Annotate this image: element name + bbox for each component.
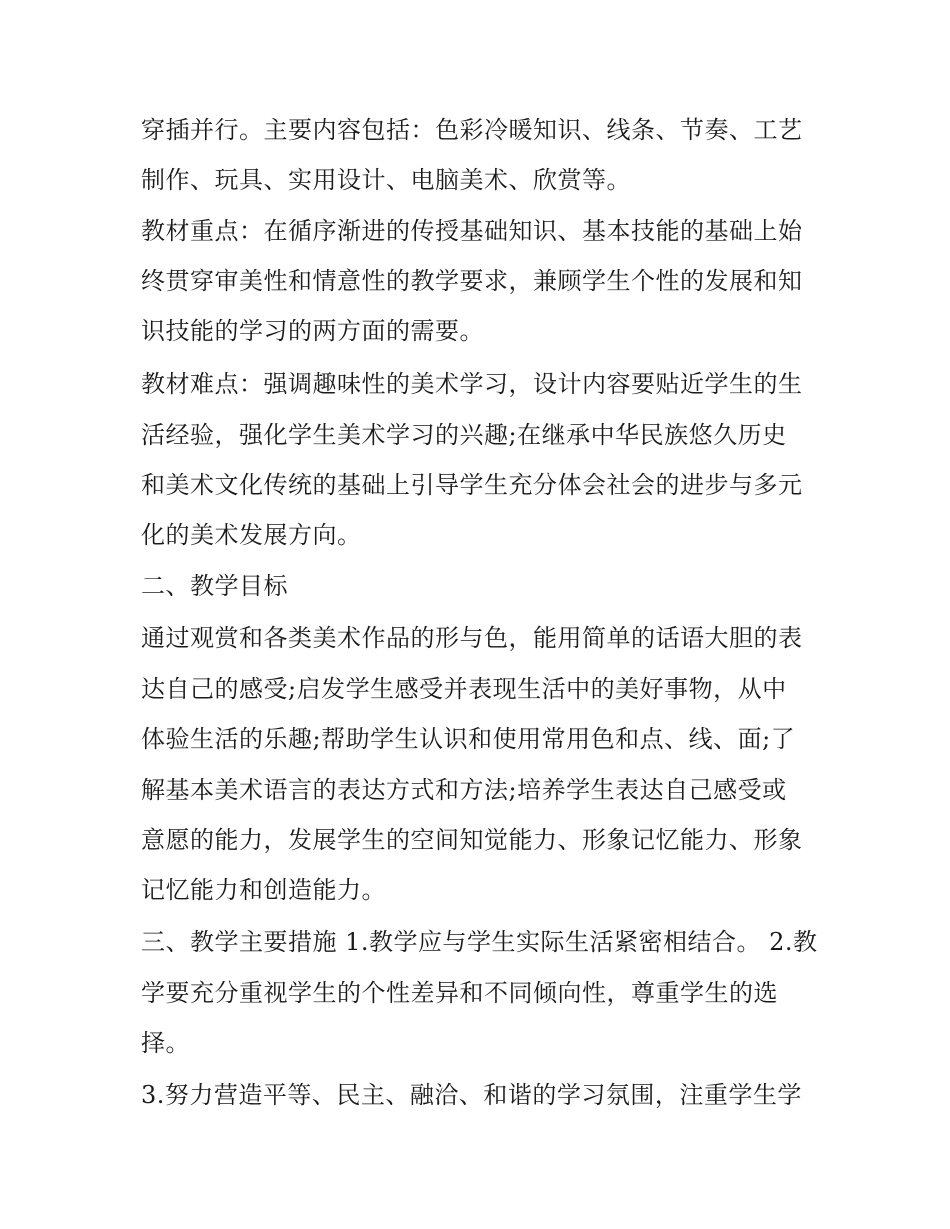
text-line: 解基本美术语言的表达方式和方法;培养学生表达自己感受或 [141,776,787,804]
text-line: 和美术文化传统的基础上引导学生充分体会社会的进步与多元 [141,471,803,499]
text-line: 三、教学主要措施 1.教学应与学生实际生活紧密相结合。 2.教 [141,928,818,956]
text-line: 体验生活的乐趣;帮助学生认识和使用常用色和点、线、面;了 [141,725,796,753]
text-line: 3.努力营造平等、民主、融洽、和谐的学习氛围，注重学生学 [141,1081,802,1109]
text-line: 通过观赏和各类美术作品的形与色，能用简单的话语大胆的表 [141,624,803,652]
text-line: 择。 [141,1029,190,1057]
text-line: 化的美术发展方向。 [141,521,362,549]
text-line: 终贯穿审美性和情意性的教学要求，兼顾学生个性的发展和知 [141,267,803,295]
text-line: 活经验，强化学生美术学习的兴趣;在继承中华民族悠久历史 [141,421,787,449]
text-line: 穿插并行。主要内容包括：色彩冷暖知识、线条、节奏、工艺 [141,116,803,144]
text-line: 教材难点：强调趣味性的美术学习，设计内容要贴近学生的生 [141,370,803,398]
text-line: 意愿的能力，发展学生的空间知觉能力、形象记忆能力、形象 [141,826,803,854]
text-line: 识技能的学习的两方面的需要。 [141,317,484,345]
text-line: 制作、玩具、实用设计、电脑美术、欣赏等。 [141,166,631,194]
text-line: 学要充分重视学生的个性差异和不同倾向性，尊重学生的选 [141,979,778,1007]
section-heading: 二、教学目标 [141,572,288,600]
text-line: 达自己的感受;启发学生感受并表现生活中的美好事物，从中 [141,675,787,703]
text-line: 记忆能力和创造能力。 [141,876,386,904]
text-line: 教材重点：在循序渐进的传授基础知识、基本技能的基础上始 [141,217,803,245]
